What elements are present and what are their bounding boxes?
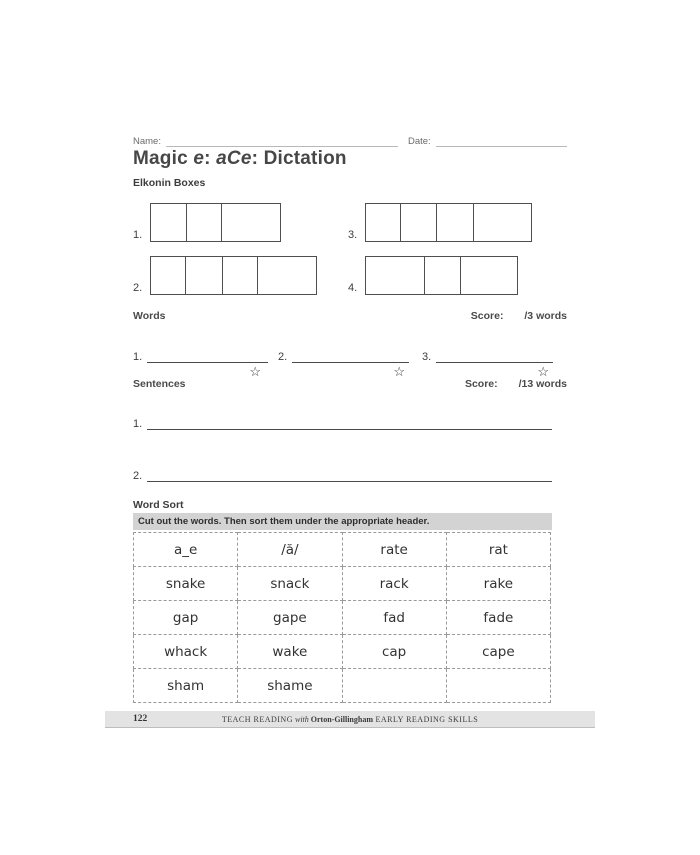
word-line-number: 3. bbox=[422, 351, 432, 363]
footer-credit-subtitle: EARLY READING SKILLS bbox=[373, 714, 479, 724]
score-label: Score: bbox=[464, 378, 498, 390]
elkonin-number: 2. bbox=[133, 282, 143, 294]
date-write-line bbox=[436, 136, 567, 147]
star-icon: ☆ bbox=[537, 364, 549, 379]
title-part: : bbox=[204, 148, 217, 169]
word-card-empty bbox=[446, 669, 550, 703]
word-sort-table bbox=[133, 532, 551, 703]
footer-credit-method: Orton-Gillingham bbox=[310, 714, 373, 724]
elkonin-item-1 bbox=[133, 203, 281, 242]
sentence-line-number: 2. bbox=[133, 470, 143, 482]
sentence-write-line bbox=[147, 418, 552, 430]
elkonin-item-4 bbox=[348, 256, 518, 295]
elkonin-item-3 bbox=[348, 203, 532, 242]
word-line-number: 1. bbox=[133, 351, 143, 363]
word-line-2 bbox=[278, 351, 409, 379]
word-card: rate bbox=[342, 533, 446, 567]
word-sort-row bbox=[134, 533, 551, 567]
sentences-score bbox=[465, 378, 567, 390]
sentence-line-1 bbox=[133, 418, 552, 430]
elkonin-cell bbox=[257, 257, 316, 294]
word-card: fad bbox=[342, 601, 446, 635]
word-card: rake bbox=[446, 567, 550, 601]
elkonin-number: 4. bbox=[348, 282, 358, 294]
word-write-line bbox=[147, 352, 268, 363]
words-section-header bbox=[133, 310, 567, 322]
word-card: gap bbox=[134, 601, 238, 635]
elkonin-cell bbox=[151, 257, 185, 294]
title-part: Magic bbox=[133, 148, 194, 169]
words-heading: Words bbox=[133, 310, 166, 322]
word-card-empty bbox=[342, 669, 446, 703]
word-card: /ă/ bbox=[238, 533, 342, 567]
sentence-line-number: 1. bbox=[133, 418, 143, 430]
score-value: /13 words bbox=[518, 378, 567, 390]
word-line-3 bbox=[422, 351, 553, 379]
name-write-line bbox=[166, 136, 398, 147]
word-sort-row bbox=[134, 635, 551, 669]
footer-credit bbox=[105, 715, 595, 724]
elkonin-box bbox=[365, 203, 532, 242]
word-sort-instruction-bar bbox=[133, 513, 552, 530]
word-sort-instruction: Cut out the words. Then sort them under the appropriate header. bbox=[138, 516, 430, 527]
elkonin-number: 3. bbox=[348, 229, 358, 241]
elkonin-cell bbox=[221, 204, 280, 241]
footer-credit-with: with bbox=[292, 714, 311, 724]
word-card: fade bbox=[446, 601, 550, 635]
elkonin-number: 1. bbox=[133, 229, 143, 241]
word-sort-heading: Word Sort bbox=[133, 499, 184, 511]
sentence-line-2 bbox=[133, 470, 552, 482]
word-card: cape bbox=[446, 635, 550, 669]
word-line-1 bbox=[133, 351, 268, 379]
sentences-heading: Sentences bbox=[133, 378, 186, 390]
elkonin-cell bbox=[424, 257, 460, 294]
word-line-number: 2. bbox=[278, 351, 288, 363]
word-card: sham bbox=[134, 669, 238, 703]
sentences-section-header bbox=[133, 378, 567, 390]
footer-credit-series: TEACH READING bbox=[221, 714, 293, 724]
word-card: whack bbox=[134, 635, 238, 669]
elkonin-cell bbox=[366, 204, 400, 241]
elkonin-heading: Elkonin Boxes bbox=[133, 177, 206, 189]
word-sort-row bbox=[134, 567, 551, 601]
star-icon: ☆ bbox=[393, 364, 405, 379]
title-part: : Dictation bbox=[251, 148, 347, 169]
word-card: shame bbox=[238, 669, 342, 703]
date-label: Date: bbox=[407, 136, 431, 147]
word-card: cap bbox=[342, 635, 446, 669]
elkonin-cell bbox=[151, 204, 186, 241]
word-card: rat bbox=[446, 533, 550, 567]
score-value: /3 words bbox=[524, 310, 567, 322]
page-title bbox=[133, 148, 347, 170]
page-number: 122 bbox=[133, 714, 148, 724]
word-card: gape bbox=[238, 601, 342, 635]
word-card: rack bbox=[342, 567, 446, 601]
title-part-italic-ace: aCe bbox=[216, 148, 252, 169]
score-label: Score: bbox=[470, 310, 504, 322]
elkonin-cell bbox=[366, 257, 424, 294]
name-label: Name: bbox=[133, 136, 161, 147]
star-icon: ☆ bbox=[249, 364, 261, 379]
word-card: wake bbox=[238, 635, 342, 669]
elkonin-cell bbox=[436, 204, 473, 241]
elkonin-cell bbox=[473, 204, 531, 241]
words-score bbox=[471, 310, 567, 322]
elkonin-cell bbox=[400, 204, 436, 241]
word-card: snake bbox=[134, 567, 238, 601]
word-card: snack bbox=[238, 567, 342, 601]
elkonin-cell bbox=[186, 204, 221, 241]
word-write-line bbox=[292, 352, 409, 363]
elkonin-box bbox=[150, 203, 281, 242]
elkonin-cell bbox=[222, 257, 257, 294]
word-sort-row bbox=[134, 669, 551, 703]
elkonin-box bbox=[150, 256, 317, 295]
elkonin-cell bbox=[460, 257, 517, 294]
title-part-italic-e: e bbox=[193, 148, 205, 169]
word-card: a_e bbox=[134, 533, 238, 567]
name-date-row bbox=[133, 136, 567, 147]
elkonin-item-2 bbox=[133, 256, 317, 295]
footer-bar bbox=[105, 711, 595, 728]
word-sort-row bbox=[134, 601, 551, 635]
elkonin-cell bbox=[185, 257, 222, 294]
word-write-line bbox=[436, 352, 553, 363]
elkonin-box bbox=[365, 256, 518, 295]
sentence-write-line bbox=[147, 470, 552, 482]
